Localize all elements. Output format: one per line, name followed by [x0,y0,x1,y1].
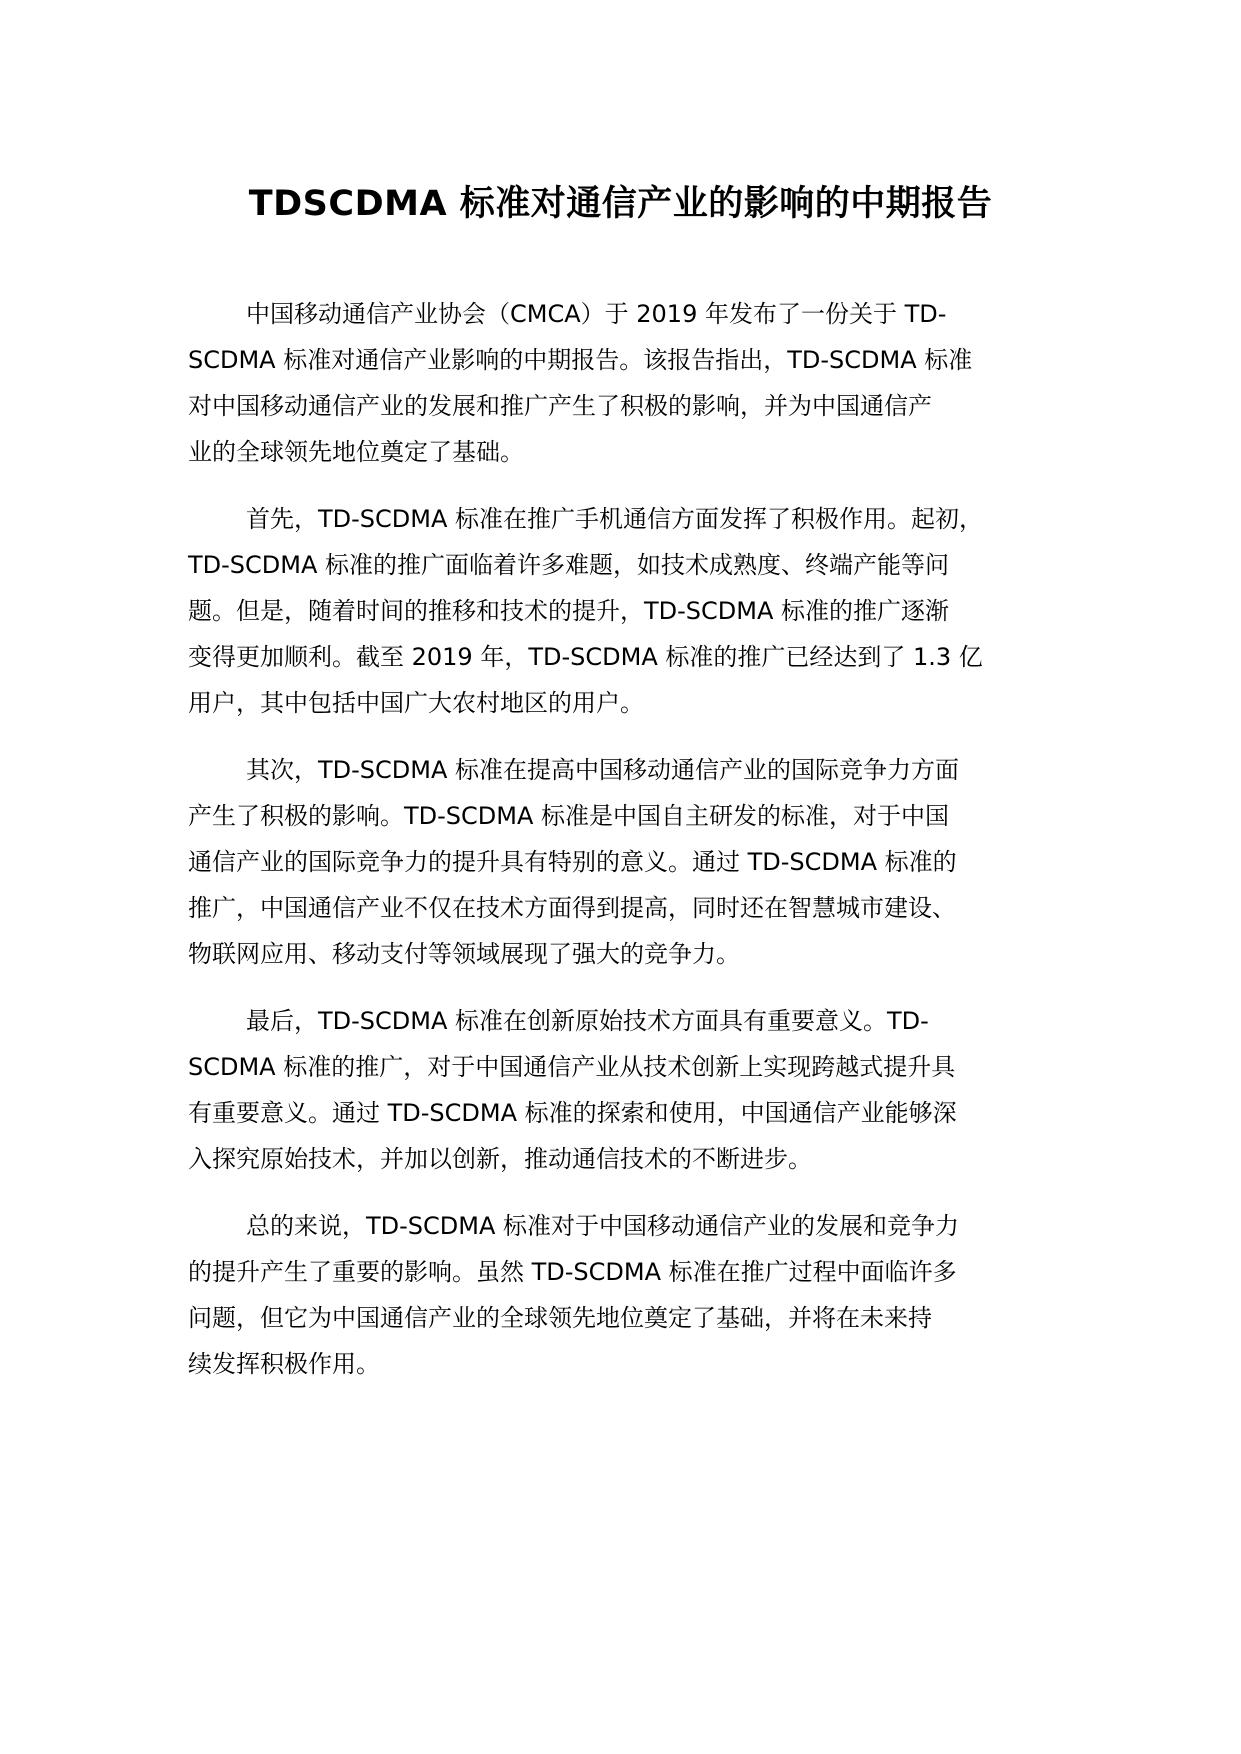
paragraph-line: 问题，但它为中国通信产业的全球领先地位奠定了基础，并将在未来持 [188,1304,932,1332]
paragraph-line: 用户，其中包括中国广大农村地区的用户。 [188,689,644,717]
paragraph-line: 有重要意义。通过 TD-SCDMA 标准的探索和使用，中国通信产业能够深 [188,1099,957,1127]
paragraph-first-point [188,496,1083,726]
paragraph-line: 最后，TD-SCDMA 标准在创新原始技术方面具有重要意义。TD- [246,1007,929,1035]
paragraph-line: SCDMA 标准的推广，对于中国通信产业从技术创新上实现跨越式提升具 [188,1053,956,1081]
paragraph-conclusion [188,1203,1083,1387]
paragraph-second-point [188,747,1083,977]
paragraph-line: 入探究原始技术，并加以创新，推动通信技术的不断进步。 [188,1145,812,1173]
paragraph-line: 的提升产生了重要的影响。虽然 TD-SCDMA 标准在推广过程中面临许多 [188,1258,957,1286]
document-body [188,291,1083,1408]
paragraph-line: SCDMA 标准对通信产业影响的中期报告。该报告指出，TD-SCDMA 标准 [188,346,973,374]
paragraph-line: TD-SCDMA 标准的推广面临着许多难题，如技术成熟度、终端产能等问 [188,551,950,579]
document-title: TDSCDMA 标准对通信产业的影响的中期报告 [248,184,993,224]
paragraph-line: 业的全球领先地位奠定了基础。 [188,438,524,466]
paragraph-line: 中国移动通信产业协会（CMCA）于 2019 年发布了一份关于 TD- [246,300,947,328]
paragraph-line: 其次，TD-SCDMA 标准在提高中国移动通信产业的国际竞争力方面 [246,756,960,784]
paragraph-line: 物联网应用、移动支付等领域展现了强大的竞争力。 [188,940,740,968]
paragraph-line: 题。但是，随着时间的推移和技术的提升，TD-SCDMA 标准的推广逐渐 [188,597,950,625]
paragraph-line: 对中国移动通信产业的发展和推广产生了积极的影响，并为中国通信产 [188,392,932,420]
paragraph-line: 总的来说，TD-SCDMA 标准对于中国移动通信产业的发展和竞争力 [246,1212,960,1240]
paragraph-line: 产生了积极的影响。TD-SCDMA 标准是中国自主研发的标准，对于中国 [188,802,950,830]
paragraph-third-point [188,998,1083,1182]
paragraph-line: 续发挥积极作用。 [188,1350,380,1378]
paragraph-line: 通信产业的国际竞争力的提升具有特别的意义。通过 TD-SCDMA 标准的 [188,848,957,876]
paragraph-line: 推广，中国通信产业不仅在技术方面得到提高，同时还在智慧城市建设、 [188,894,956,922]
paragraph-line: 首先，TD-SCDMA 标准在推广手机通信方面发挥了积极作用。起初， [246,505,984,533]
paragraph-intro [188,291,1083,475]
paragraph-line: 变得更加顺利。截至 2019 年，TD-SCDMA 标准的推广已经达到了 1.3 亿 [188,643,983,671]
